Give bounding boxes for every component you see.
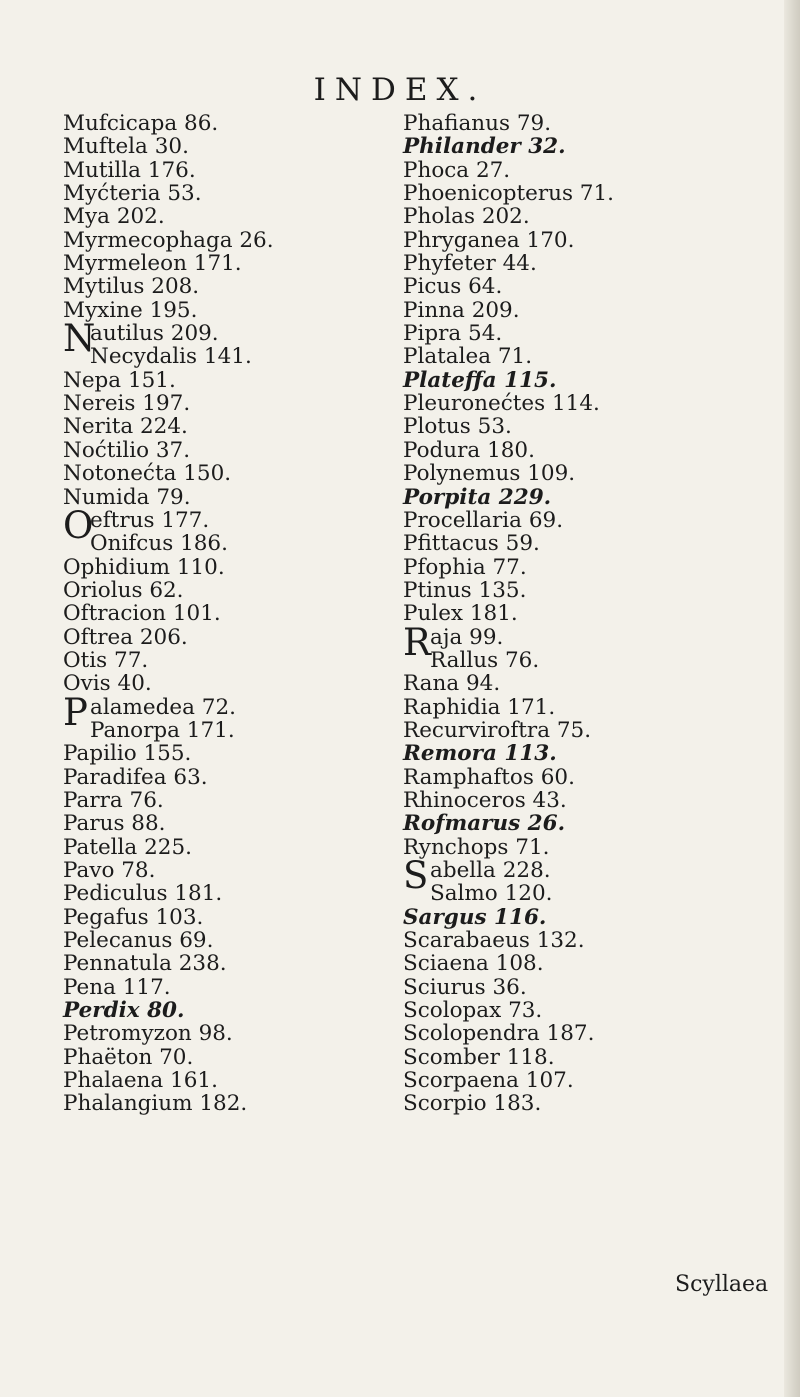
index-entry-text: Necydalis 141.	[90, 344, 252, 370]
index-entry	[403, 834, 743, 860]
index-entry	[63, 834, 363, 860]
index-entry	[403, 206, 743, 229]
index-entry-text: Phryganea 170.	[403, 227, 575, 253]
index-entry	[63, 1000, 363, 1023]
index-entry	[63, 533, 363, 556]
index-entry	[403, 1093, 743, 1116]
index-entry-text: Myćteria 53.	[63, 181, 202, 207]
index-entry-text: Ptinus 135.	[403, 577, 527, 603]
index-entry	[403, 694, 743, 720]
index-entry	[63, 813, 363, 836]
index-entry	[403, 647, 743, 673]
index-entry	[403, 183, 743, 206]
index-entry-text: aja 99.	[430, 624, 504, 650]
index-entry-text: Parra 76.	[63, 787, 164, 813]
index-entry	[63, 603, 363, 626]
index-entry-text: autilus 209.	[90, 321, 219, 347]
index-entry-text: abella 228.	[430, 858, 551, 883]
index-entry	[63, 647, 363, 673]
index-entry-text: Oftrea 206.	[63, 624, 188, 650]
index-entry	[63, 437, 363, 463]
index-entry-text: Scomber 118.	[403, 1044, 555, 1070]
index-entry-text: Scolopendra 187.	[403, 1021, 595, 1047]
index-entry-text: Plotus 53.	[403, 414, 512, 440]
index-entry	[403, 717, 743, 743]
index-entry-text: Philander 32.	[403, 134, 566, 160]
index-entry-text: Rhinoceros 43.	[403, 787, 567, 813]
index-entry	[403, 1023, 743, 1046]
index-entry-text: Pfophia 77.	[403, 554, 527, 580]
index-entry-text: Phalangium 182.	[63, 1091, 248, 1117]
index-entry-text: Pinna 209.	[403, 297, 520, 323]
index-entry	[63, 787, 363, 813]
index-entry-text: Pelecanus 69.	[63, 928, 214, 954]
index-entry-text: Rofmarus 26.	[403, 811, 566, 837]
index-entry-text: Nerita 224.	[63, 414, 188, 440]
index-entry-text: Salmo 120.	[430, 881, 553, 907]
index-entry-text: alamedea 72.	[90, 694, 236, 720]
index-entry	[403, 227, 743, 253]
index-entry	[403, 813, 743, 836]
index-entry-text: Noćtilio 37.	[63, 437, 191, 463]
index-entry	[63, 673, 363, 696]
index-entry	[403, 393, 743, 416]
index-entry	[403, 346, 743, 369]
index-entry	[63, 1044, 363, 1070]
index-entry-text: Polynemus 109.	[403, 461, 576, 487]
index-entry-text: Phoenicopterus 71.	[403, 181, 615, 207]
index-entry-text: Mytilus 208.	[63, 274, 200, 300]
index-entry	[403, 953, 743, 976]
index-entry	[63, 297, 363, 323]
index-entry-text: Ramphaftos 60.	[403, 764, 575, 790]
index-entry-text: Scarabaeus 132.	[403, 928, 585, 954]
index-entry-text: Nepa 151.	[63, 367, 176, 393]
drop-initial: O	[63, 503, 94, 547]
index-entry	[403, 743, 743, 766]
index-entry	[403, 904, 743, 930]
index-entry	[403, 113, 743, 136]
index-entry	[403, 974, 743, 1000]
index-entry-text: Paradifea 63.	[63, 764, 208, 790]
index-entry-text: Scolopax 73.	[403, 998, 543, 1024]
index-entry	[63, 1070, 363, 1093]
index-entry-text: Papilio 155.	[63, 741, 192, 767]
index-entry-text: Pegafus 103.	[63, 904, 204, 930]
index-entry	[63, 367, 363, 393]
index-entry	[403, 603, 743, 626]
index-entry	[63, 883, 363, 906]
index-entry-text: Ovis 40.	[63, 671, 152, 697]
index-entry-text: Notonećta 150.	[63, 461, 232, 487]
index-entry-text: Mutilla 176.	[63, 157, 196, 183]
index-entry-text: Petromyzon 98.	[63, 1021, 233, 1047]
index-entry	[63, 253, 363, 276]
index-entry	[63, 577, 363, 603]
index-entry-text: Otis 77.	[63, 647, 149, 673]
index-entry-text: Sargus 116.	[403, 904, 547, 930]
index-entry	[403, 1070, 743, 1093]
index-entry	[403, 507, 743, 533]
index-entry	[63, 953, 363, 976]
index-entry	[63, 136, 363, 159]
index-entry-text: Myrmecophaga 26.	[63, 227, 274, 253]
index-entry-text: Scorpio 183.	[403, 1091, 542, 1117]
index-entry-text: Pholas 202.	[403, 204, 530, 230]
index-entry-text: Numida 79.	[63, 484, 191, 510]
index-entry	[403, 787, 743, 813]
drop-initial: R	[403, 620, 431, 664]
index-entry	[403, 1000, 743, 1023]
index-entry	[403, 533, 743, 556]
index-entry-text: Recurviroftra 75.	[403, 717, 592, 743]
index-entry	[63, 463, 363, 486]
index-entry	[403, 673, 743, 696]
index-entry	[63, 1093, 363, 1116]
index-entry	[63, 717, 363, 743]
index-entry	[403, 554, 743, 580]
index-entry	[63, 930, 363, 953]
index-entry	[403, 323, 743, 346]
index-entry	[403, 367, 743, 393]
index-entry-text: Muftela 30.	[63, 134, 189, 160]
index-entry	[63, 743, 363, 766]
index-entry	[403, 157, 743, 183]
index-entry-text: Platalea 71.	[403, 344, 533, 370]
index-entry-text: Mufcicapa 86.	[63, 111, 219, 136]
index-entry-text: Perdix 80.	[63, 998, 185, 1024]
index-entry-text: Sciaena 108.	[403, 951, 544, 977]
index-entry-text: Phafianus 79.	[403, 111, 552, 136]
index-entry	[403, 297, 743, 323]
index-entry	[403, 883, 743, 906]
index-entry-text: Myxine 195.	[63, 297, 198, 323]
index-entry	[403, 276, 743, 299]
index-entry	[63, 113, 363, 136]
index-entry-text: Parus 88.	[63, 811, 166, 837]
index-entry-text: Plateffa 115.	[403, 367, 557, 393]
index-entry-text: Phaëton 70.	[63, 1044, 194, 1070]
index-entry	[63, 484, 363, 510]
index-entry	[63, 974, 363, 1000]
index-entry	[403, 463, 743, 486]
index-entry	[63, 227, 363, 253]
index-entry-text: Oriolus 62.	[63, 577, 184, 603]
index-entry	[63, 416, 363, 439]
index-entry	[63, 206, 363, 229]
index-entry	[403, 930, 743, 953]
index-entry	[63, 904, 363, 930]
index-entry-text: Pleuronećtes 114.	[403, 391, 600, 417]
index-entry-text: Rana 94.	[403, 671, 501, 697]
drop-initial: N	[63, 317, 96, 361]
drop-initial: P	[63, 690, 88, 734]
index-entry-text: Panorpa 171.	[90, 717, 235, 743]
index-entry	[403, 577, 743, 603]
index-entry-text: Phyfeter 44.	[403, 251, 537, 277]
index-entry	[63, 393, 363, 416]
index-entry-text: Phoca 27.	[403, 157, 511, 183]
catchword: Scyllaea	[675, 1272, 769, 1297]
index-entry	[63, 183, 363, 206]
index-entry	[403, 764, 743, 790]
index-entry	[63, 860, 363, 883]
index-entry-text: Sciurus 36.	[403, 974, 527, 1000]
index-entry-text: Rynchops 71.	[403, 834, 550, 860]
page-title: INDEX.	[313, 72, 487, 108]
index-entry-text: Rallus 76.	[430, 647, 540, 673]
index-entry-text: Pulex 181.	[403, 601, 518, 627]
index-column-left	[63, 113, 363, 1117]
index-entry-text: Podura 180.	[403, 437, 535, 463]
index-entry	[63, 276, 363, 299]
index-entry	[403, 253, 743, 276]
index-entry-text: eftrus 177.	[90, 507, 210, 533]
index-entry-text: Pipra 54.	[403, 321, 503, 347]
page-edge	[784, 0, 800, 1397]
index-entry	[63, 346, 363, 369]
index-entry-text: Porpita 229.	[403, 484, 552, 510]
index-entry	[63, 157, 363, 183]
index-entry-text: Procellaria 69.	[403, 507, 564, 533]
index-entry-text: Ophidium 110.	[63, 554, 225, 580]
index-entry-text: Oftracion 101.	[63, 601, 221, 627]
index-entry-text: Pennatula 238.	[63, 951, 227, 977]
index-entry	[63, 554, 363, 580]
index-entry-text: Raphidia 171.	[403, 694, 556, 720]
index-entry-text: Pediculus 181.	[63, 881, 223, 907]
index-entry	[403, 136, 743, 159]
index-entry-text: Phalaena 161.	[63, 1068, 218, 1094]
index-entry-text: Mya 202.	[63, 204, 165, 230]
index-entry-text: Picus 64.	[403, 274, 503, 300]
index-entry-text: Onifcus 186.	[90, 531, 228, 557]
index-entry	[403, 437, 743, 463]
drop-initial: S	[403, 854, 429, 897]
index-entry	[63, 1023, 363, 1046]
index-entry	[403, 1044, 743, 1070]
index-entry-text: Pavo 78.	[63, 858, 156, 883]
index-entry-text: Nereis 197.	[63, 391, 191, 417]
index-entry-text: Patella 225.	[63, 834, 192, 860]
index-entry	[63, 624, 363, 650]
index-entry-text: Pena 117.	[63, 974, 171, 1000]
index-entry	[63, 764, 363, 790]
index-entry	[403, 416, 743, 439]
index-entry-text: Myrmeleon 171.	[63, 251, 242, 277]
index-entry	[403, 484, 743, 510]
index-entry-text: Pfittacus 59.	[403, 531, 540, 557]
index-entry-text: Remora 113.	[403, 741, 557, 767]
index-column-right	[403, 113, 743, 1117]
index-entry-text: Scorpaena 107.	[403, 1068, 574, 1094]
